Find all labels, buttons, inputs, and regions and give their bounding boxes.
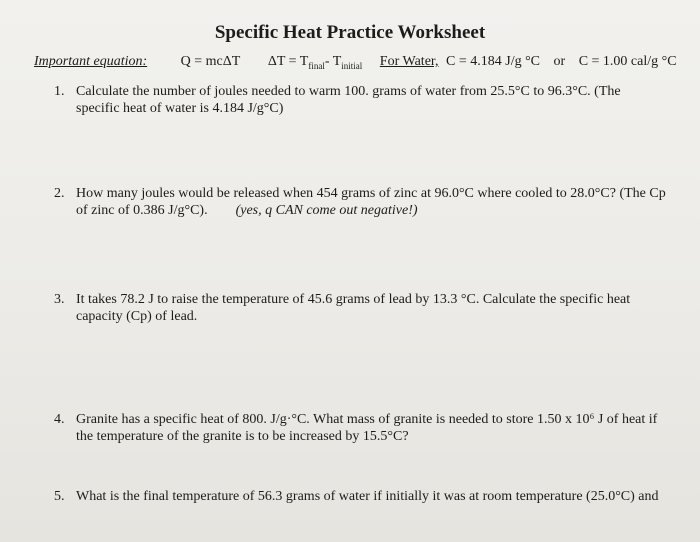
question-line: How many joules would be released when 454 grams of zinc at 96.0°C where cooled to 28.0°C? (The Cp [76,186,666,201]
water-c-cal: C = 1.00 cal/g °C [578,54,677,69]
question-line: of zinc of 0.386 J/g°C). [76,203,208,218]
question-line: Granite has a specific heat of 800. J/g·°C. What mass of granite is needed to store 1.50 x 10⁶ J of heat if [76,412,658,427]
question-number: 2. [54,186,65,201]
question-note: (yes, q CAN come out negative!) [235,203,418,218]
question-text [76,291,630,325]
t-minus-text: - T [324,54,342,69]
question-number: 3. [54,292,65,307]
question-text [76,185,666,219]
question-number: 4. [54,412,65,427]
question-line: Calculate the number of joules needed to warm 100. grams of water from 25.5°C to 96.3°C. (The [76,84,621,99]
question-line: What is the final temperature of 56.3 grams of water if initially it was at room temperature (25.0°C) and [76,489,659,504]
equation-line [34,54,677,71]
t-final-subscript: final [308,60,325,71]
or-text: or [553,54,566,69]
question-text [76,488,659,505]
question-text [76,411,657,445]
question-line-2 [76,202,666,219]
question-number: 1. [54,84,65,99]
question-line: specific heat of water is 4.184 J/g°C) [76,101,284,116]
worksheet-title: Specific Heat Practice Worksheet [214,22,486,43]
question-text [76,83,621,117]
question-line: the temperature of the granite is to be increased by 15.5°C? [76,429,409,444]
delta-t-equation [268,54,362,71]
equation-label: Important equation: [34,54,148,69]
question-number: 5. [54,489,65,504]
for-water-label: For Water, [379,54,439,69]
question-line: It takes 78.2 J to raise the temperature of 45.6 grams of lead by 13.3 °C. Calculate the specific heat [76,292,631,307]
t-initial-subscript: initial [341,60,363,71]
heat-equation: Q = mcΔT [180,54,241,69]
delta-t-text: ΔT = T [267,54,309,69]
water-c-joule: C = 4.184 J/g °C [446,54,541,69]
question-line: capacity (Cp) of lead. [76,309,198,324]
